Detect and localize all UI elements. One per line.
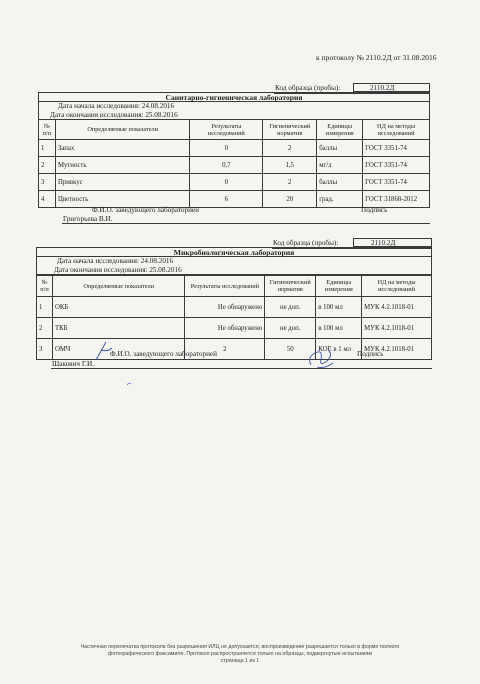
- cell-norm: 20: [263, 191, 317, 208]
- lab-head-name: Шакович Г.И.: [52, 360, 94, 368]
- sample-code-label: Код образца (пробы):: [275, 84, 341, 92]
- lab-head-label: Ф.И.О. заведующего лабораторией: [110, 350, 217, 358]
- cell-method: ГОСТ 3351-74: [363, 140, 430, 157]
- cell-result: 6: [190, 191, 263, 208]
- sample-code-value: 2110.2Д: [371, 239, 396, 247]
- cell-method: ГОСТ 31868-2012: [363, 191, 430, 208]
- cell-method: ГОСТ 3351-74: [363, 157, 430, 174]
- cell-result: 0: [190, 140, 263, 157]
- handwritten-signature: [303, 345, 341, 371]
- end-date: Дата окончания исследования: 25.08.2016: [50, 111, 178, 119]
- table-row: [37, 297, 432, 318]
- lab-head-name: Григорьева В.И.: [63, 215, 113, 223]
- footer-line: фотографического факсимиле. Протокол распространяется только на образцы, подвергнутые испытаниям: [107, 651, 373, 657]
- cell-method: МУК 4.2.1018-01: [362, 297, 432, 318]
- cell-norm: 50: [265, 339, 316, 360]
- handwritten-signature-mark: [92, 338, 122, 364]
- cell-indicator: Запах: [55, 140, 189, 157]
- cell-unit: КОЕ в 1 мл: [316, 339, 362, 360]
- col-header-method: НД на методы исследований: [362, 276, 432, 297]
- cell-number: 3: [37, 339, 53, 360]
- col-header-number: № п/п: [39, 120, 56, 140]
- col-header-unit: Единицы измерения: [316, 276, 362, 297]
- cell-result: 2: [185, 339, 265, 360]
- cell-number: 1: [39, 140, 56, 157]
- sample-code-label: Код образца (пробы):: [273, 239, 339, 247]
- cell-result: Не обнаружено: [185, 297, 265, 318]
- cell-norm: не доп.: [265, 318, 316, 339]
- cell-indicator: Мутность: [55, 157, 189, 174]
- col-header-norm: Гигиенический норматив: [265, 276, 316, 297]
- cell-indicator: ТКБ: [52, 318, 185, 339]
- cell-number: 1: [37, 297, 53, 318]
- table-header-row: [37, 276, 432, 297]
- ink-dot: [125, 380, 135, 388]
- cell-unit: баллы: [317, 174, 363, 191]
- start-date: Дата начала исследования: 24.08.2016: [58, 102, 175, 110]
- cell-indicator: Цветность: [55, 191, 189, 208]
- cell-norm: 2: [263, 140, 317, 157]
- end-date: Дата окончания исследования: 25.08.2016: [54, 266, 182, 274]
- lab-head-label: Ф.И.О. заведующего лабораторией: [92, 206, 199, 214]
- section-title: Санитарно-гигиеническая лаборатория: [38, 92, 430, 102]
- footer-disclaimer: [0, 644, 480, 665]
- col-header-norm: Гигиенический норматив: [263, 120, 317, 140]
- table-row: [37, 318, 432, 339]
- col-header-method: НД на методы исследований: [363, 120, 430, 140]
- col-header-unit: Единицы измерения: [317, 120, 363, 140]
- cell-method: ГОСТ 3351-74: [363, 174, 430, 191]
- footer-line: Частичная перепечатка протокола без разрешения ИЛЦ не допускается, воспроизведение разрешается только в форме полного: [80, 644, 400, 650]
- cell-method: МУК 4.2.1018-01: [362, 339, 432, 360]
- cell-norm: 1,5: [263, 157, 317, 174]
- cell-number: 2: [39, 157, 56, 174]
- cell-indicator: Привкус: [55, 174, 189, 191]
- cell-indicator: ОМЧ: [52, 339, 185, 360]
- cell-result: Не обнаружено: [185, 318, 265, 339]
- cell-number: 4: [39, 191, 56, 208]
- cell-unit: град.: [317, 191, 363, 208]
- table-row: [39, 157, 430, 174]
- cell-method: МУК 4.2.1018-01: [362, 318, 432, 339]
- page-number: страница 1 из 1: [220, 658, 260, 664]
- sample-code-value: 2110.2Д: [370, 84, 395, 92]
- table-header-row: [39, 120, 430, 140]
- cell-unit: в 100 мл: [316, 297, 362, 318]
- signature-label: Подпись: [361, 206, 388, 214]
- start-date: Дата начала исследования: 24.08.2016: [57, 257, 174, 265]
- cell-indicator: ОКБ: [52, 297, 185, 318]
- cell-number: 3: [39, 174, 56, 191]
- protocol-reference: к протоколу № 2110.2Д от 31.08.2016: [316, 53, 437, 62]
- cell-norm: 2: [263, 174, 317, 191]
- cell-result: 0,7: [190, 157, 263, 174]
- cell-unit: баллы: [317, 140, 363, 157]
- section-title: Микробиологическая лаборатория: [36, 247, 432, 257]
- col-header-indicator: Определяемые показатели: [55, 120, 189, 140]
- cell-unit: в 100 мл: [316, 318, 362, 339]
- col-header-indicator: Определяемые показатели: [52, 276, 185, 297]
- signature-label: Подпись: [357, 350, 384, 358]
- results-table: [38, 119, 430, 208]
- cell-result: 0: [190, 174, 263, 191]
- table-row: [39, 174, 430, 191]
- col-header-number: № п/п: [37, 276, 53, 297]
- col-header-result: Результаты исследований: [185, 276, 265, 297]
- cell-norm: не доп.: [265, 297, 316, 318]
- col-header-result: Результаты исследований: [190, 120, 263, 140]
- table-row: [39, 140, 430, 157]
- cell-number: 2: [37, 318, 53, 339]
- cell-unit: мг/л: [317, 157, 363, 174]
- table-row: [39, 191, 430, 208]
